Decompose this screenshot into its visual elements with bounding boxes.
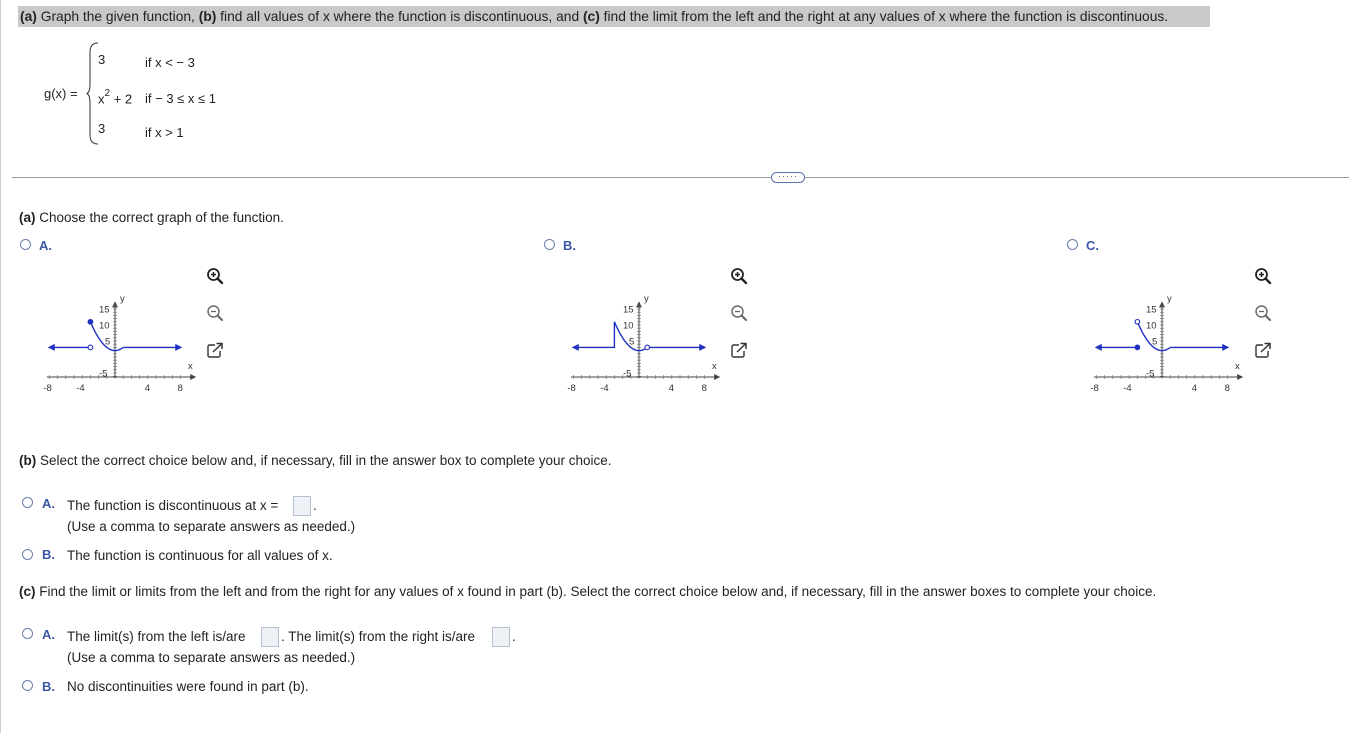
- part-c-option-b-letter: B.: [42, 679, 55, 694]
- x-tick-label: -4: [1123, 383, 1132, 394]
- x-axis-arrow: [1237, 374, 1243, 380]
- graph-option-a[interactable]: [35, 262, 205, 422]
- x-tick-label: 8: [1224, 383, 1230, 394]
- x-tick-label: 4: [668, 383, 675, 394]
- x-axis-arrow: [190, 374, 196, 380]
- x-tick-label: -8: [43, 383, 52, 394]
- graph-option-b-letter: B.: [563, 238, 576, 253]
- graph-option-c-letter: C.: [1086, 238, 1099, 253]
- part-b-option-a-hint: (Use a comma to separate answers as needed.): [67, 519, 356, 534]
- part-c-option-a-hint: (Use a comma to separate answers as needed.): [67, 650, 356, 665]
- graph-option-b-radio[interactable]: [544, 239, 555, 250]
- graph-option-a-letter: A.: [39, 238, 52, 253]
- open-external-icon[interactable]: [1253, 341, 1273, 361]
- x-axis-label: x: [187, 361, 193, 372]
- open-point: [1135, 320, 1140, 325]
- part-c-option-a-text-left: The limit(s) from the left is/are: [67, 629, 246, 644]
- x-axis-label: x: [1234, 361, 1240, 372]
- limit-right-answer-box[interactable]: [492, 627, 510, 647]
- y-tick-label: 10: [1146, 320, 1157, 332]
- zoom-out-icon[interactable]: [1253, 303, 1273, 323]
- part-c-prompt: (c) Find the limit or limits from the left and from the right for any values of x found in part (b). Select the correct choice below and, if necessary, fill in the answer boxes to complete your choice.: [19, 584, 1157, 599]
- x-tick-label: 8: [177, 383, 183, 394]
- y-tick-label: -5: [623, 368, 632, 380]
- curve-arrow: [48, 344, 55, 351]
- y-tick-label: -5: [99, 368, 108, 380]
- piece-1-condition: if x < − 3: [145, 55, 195, 70]
- part-c-option-b-text: No discontinuities were found in part (b).: [67, 679, 309, 694]
- zoom-in-icon[interactable]: [205, 266, 225, 286]
- y-axis-label: y: [644, 293, 649, 305]
- y-axis-arrow: [1159, 301, 1165, 307]
- y-axis-arrow: [636, 301, 642, 307]
- part-b-option-b-radio[interactable]: [22, 549, 33, 560]
- open-point: [645, 345, 650, 350]
- y-tick-label: 5: [105, 336, 111, 348]
- left-border: [0, 0, 1, 733]
- part-b-option-b-letter: B.: [42, 547, 55, 562]
- y-tick-label: 15: [1146, 304, 1157, 316]
- open-external-icon[interactable]: [729, 341, 749, 361]
- open-point: [88, 345, 93, 350]
- y-axis-label: y: [1167, 293, 1172, 305]
- y-tick-label: 10: [99, 320, 110, 332]
- part-a-prompt: (a) Choose the correct graph of the function.: [19, 210, 284, 225]
- part-c-option-a-text-right: . The limit(s) from the right is/are: [281, 629, 476, 644]
- part-c-option-b-radio[interactable]: [22, 680, 33, 691]
- part-b-option-b-text: The function is continuous for all values of x.: [67, 548, 333, 563]
- y-axis-arrow: [112, 301, 118, 307]
- graph-option-a-radio[interactable]: [20, 239, 31, 250]
- section-divider: [12, 177, 1349, 178]
- limit-left-answer-box[interactable]: [261, 627, 279, 647]
- part-c-option-a-radio[interactable]: [22, 628, 33, 639]
- y-tick-label: -5: [1146, 368, 1155, 380]
- closed-point: [1135, 345, 1140, 350]
- zoom-out-icon[interactable]: [729, 303, 749, 323]
- zoom-out-icon[interactable]: [205, 303, 225, 323]
- curve-left-segment: [573, 322, 614, 348]
- period: .: [313, 498, 317, 513]
- y-tick-label: 5: [1152, 336, 1158, 348]
- piece-3-condition: if x > 1: [145, 125, 184, 140]
- piece-2-expr: $x^2 + 2$: [98, 88, 133, 107]
- curve-arrow: [175, 344, 182, 351]
- graph-option-c-radio[interactable]: [1067, 239, 1078, 250]
- graph-option-b[interactable]: [559, 262, 729, 422]
- x-tick-label: -8: [567, 383, 576, 394]
- zoom-in-icon[interactable]: [729, 266, 749, 286]
- part-c-option-a-letter: A.: [42, 627, 55, 642]
- y-tick-label: 15: [99, 304, 110, 316]
- expand-more-button[interactable]: ·····: [771, 172, 805, 183]
- curve-arrow: [572, 344, 579, 351]
- period: .: [512, 629, 516, 644]
- y-tick-label: 15: [623, 304, 634, 316]
- discontinuity-answer-box[interactable]: [293, 496, 311, 516]
- y-tick-label: 10: [623, 320, 634, 332]
- curve-arrow: [699, 344, 706, 351]
- piece-3-expr: 3: [98, 121, 106, 136]
- x-axis-arrow: [714, 374, 720, 380]
- x-tick-label: 8: [701, 383, 707, 394]
- y-axis-label: y: [120, 293, 125, 305]
- x-tick-label: 4: [1191, 383, 1198, 394]
- x-tick-label: -4: [600, 383, 609, 394]
- part-b-option-a-text: The function is discontinuous at x =: [67, 498, 279, 513]
- piece-2-condition: if − 3 ≤ x ≤ 1: [145, 91, 216, 106]
- question-text: (a) Graph the given function, (b) find all values of x where the function is discontinuous, and (c) find the limit from the left and the right at any values of x where the function is discontinuous.: [18, 6, 1210, 27]
- function-name: g(x) =: [44, 86, 78, 101]
- part-b-option-a-letter: A.: [42, 496, 55, 511]
- x-axis-label: x: [711, 361, 717, 372]
- zoom-in-icon[interactable]: [1253, 266, 1273, 286]
- x-tick-label: 4: [144, 383, 151, 394]
- closed-point: [88, 320, 93, 325]
- curve-arrow: [1095, 344, 1102, 351]
- curve-arrow: [1222, 344, 1229, 351]
- graph-option-c[interactable]: [1082, 262, 1252, 422]
- piece-1-expr: 3: [98, 52, 106, 67]
- x-tick-label: -8: [1090, 383, 1099, 394]
- x-tick-label: -4: [76, 383, 85, 394]
- part-b-prompt: (b) Select the correct choice below and, if necessary, fill in the answer box to complete your choice.: [19, 453, 612, 468]
- open-external-icon[interactable]: [205, 341, 225, 361]
- y-tick-label: 5: [629, 336, 635, 348]
- part-b-option-a-radio[interactable]: [22, 497, 33, 508]
